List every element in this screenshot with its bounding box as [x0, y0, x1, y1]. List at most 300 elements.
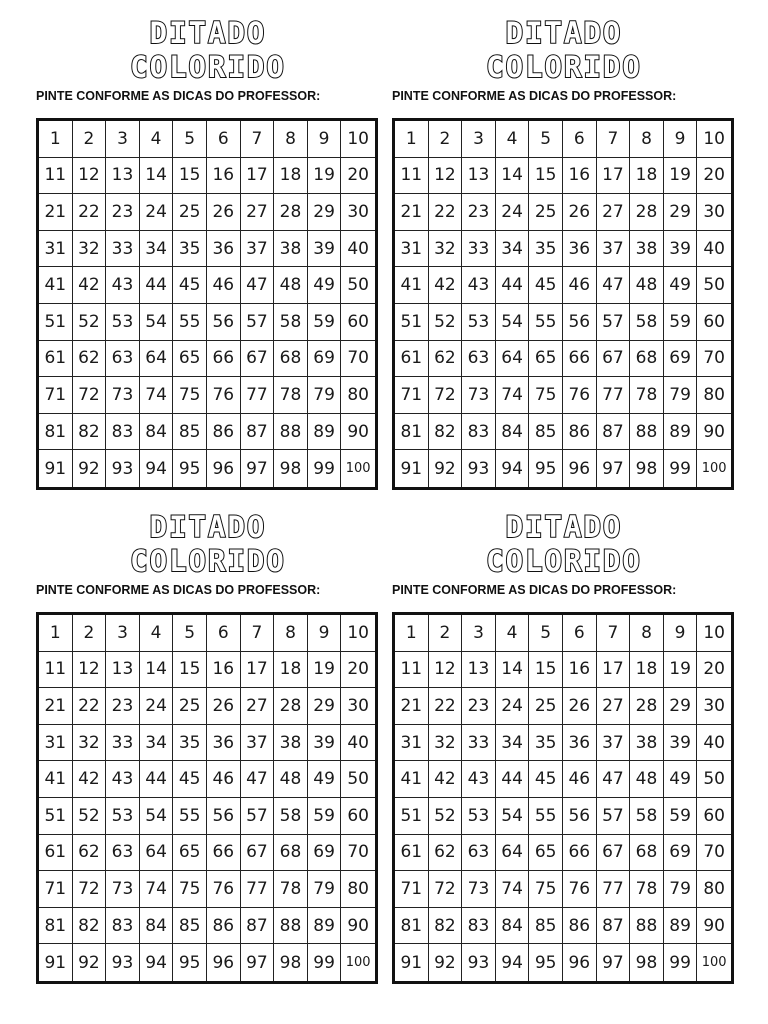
number-cell[interactable]: 27 [241, 194, 275, 231]
number-cell[interactable]: 50 [341, 761, 375, 798]
number-cell[interactable]: 26 [563, 688, 597, 725]
number-cell[interactable]: 91 [39, 450, 73, 487]
number-cell[interactable]: 90 [697, 908, 731, 945]
number-cell[interactable]: 54 [496, 798, 530, 835]
number-cell[interactable]: 60 [341, 798, 375, 835]
number-cell[interactable]: 20 [341, 652, 375, 689]
number-cell[interactable]: 14 [140, 158, 174, 195]
number-cell[interactable]: 100 [701, 461, 727, 477]
number-cell[interactable]: 72 [429, 377, 463, 414]
number-cell[interactable]: 84 [496, 414, 530, 451]
number-cell[interactable]: 3 [106, 615, 140, 652]
number-cell[interactable]: 67 [241, 341, 275, 378]
number-cell[interactable]: 19 [308, 158, 342, 195]
number-cell[interactable]: 43 [462, 761, 496, 798]
number-cell[interactable]: 98 [274, 450, 308, 487]
number-cell[interactable]: 30 [697, 194, 731, 231]
number-cell[interactable]: 48 [274, 267, 308, 304]
number-cell[interactable]: 50 [341, 267, 375, 304]
number-cell[interactable]: 58 [274, 304, 308, 341]
number-cell[interactable]: 60 [341, 304, 375, 341]
number-cell[interactable]: 94 [140, 944, 174, 981]
number-cell[interactable]: 28 [274, 194, 308, 231]
number-cell[interactable]: 75 [529, 871, 563, 908]
number-cell[interactable]: 23 [462, 688, 496, 725]
number-cell[interactable]: 44 [140, 761, 174, 798]
number-cell[interactable]: 42 [429, 761, 463, 798]
number-cell[interactable]: 64 [140, 835, 174, 872]
number-cell[interactable]: 7 [597, 615, 631, 652]
number-cell[interactable]: 49 [308, 761, 342, 798]
number-cell[interactable]: 61 [39, 835, 73, 872]
number-cell[interactable]: 34 [496, 231, 530, 268]
number-cell[interactable]: 65 [529, 341, 563, 378]
number-cell[interactable]: 24 [140, 194, 174, 231]
number-cell[interactable]: 1 [395, 121, 429, 158]
number-cell[interactable]: 34 [140, 725, 174, 762]
number-cell[interactable]: 71 [395, 377, 429, 414]
number-cell[interactable]: 98 [630, 944, 664, 981]
number-cell[interactable]: 92 [73, 944, 107, 981]
number-cell[interactable]: 92 [429, 944, 463, 981]
number-cell[interactable]: 26 [207, 194, 241, 231]
number-cell[interactable]: 23 [106, 194, 140, 231]
number-cell[interactable]: 37 [241, 231, 275, 268]
number-cell[interactable]: 89 [664, 414, 698, 451]
number-cell[interactable]: 14 [496, 158, 530, 195]
number-cell[interactable]: 3 [462, 121, 496, 158]
number-cell[interactable]: 63 [462, 341, 496, 378]
number-cell[interactable]: 11 [39, 158, 73, 195]
number-cell[interactable]: 54 [140, 798, 174, 835]
number-cell[interactable]: 45 [529, 267, 563, 304]
number-cell[interactable]: 55 [173, 798, 207, 835]
number-cell[interactable]: 10 [697, 615, 731, 652]
number-cell[interactable]: 64 [140, 341, 174, 378]
number-cell[interactable]: 62 [429, 341, 463, 378]
number-cell[interactable]: 100 [345, 461, 371, 477]
number-cell[interactable]: 82 [73, 908, 107, 945]
number-cell[interactable]: 86 [563, 908, 597, 945]
number-cell[interactable]: 96 [207, 944, 241, 981]
number-cell[interactable]: 68 [274, 341, 308, 378]
number-cell[interactable]: 35 [529, 231, 563, 268]
number-cell[interactable]: 87 [597, 908, 631, 945]
number-cell[interactable]: 58 [630, 798, 664, 835]
number-cell[interactable]: 99 [308, 944, 342, 981]
number-cell[interactable]: 21 [395, 194, 429, 231]
number-cell[interactable]: 46 [563, 761, 597, 798]
number-cell[interactable]: 84 [496, 908, 530, 945]
number-cell[interactable]: 28 [274, 688, 308, 725]
number-cell[interactable]: 80 [697, 377, 731, 414]
number-cell[interactable]: 25 [173, 688, 207, 725]
number-cell[interactable]: 5 [173, 615, 207, 652]
number-cell[interactable]: 21 [395, 688, 429, 725]
number-cell[interactable]: 22 [73, 194, 107, 231]
number-cell[interactable]: 9 [308, 615, 342, 652]
number-cell[interactable]: 13 [106, 652, 140, 689]
number-cell[interactable]: 51 [39, 798, 73, 835]
number-cell[interactable]: 23 [462, 194, 496, 231]
number-cell[interactable]: 46 [207, 761, 241, 798]
number-cell[interactable]: 75 [529, 377, 563, 414]
number-cell[interactable]: 40 [341, 725, 375, 762]
number-cell[interactable]: 15 [173, 652, 207, 689]
number-cell[interactable]: 73 [462, 871, 496, 908]
number-cell[interactable]: 6 [207, 121, 241, 158]
number-cell[interactable]: 15 [529, 158, 563, 195]
number-cell[interactable]: 89 [664, 908, 698, 945]
number-cell[interactable]: 85 [529, 414, 563, 451]
number-cell[interactable]: 10 [341, 121, 375, 158]
number-cell[interactable]: 50 [697, 267, 731, 304]
number-cell[interactable]: 76 [207, 871, 241, 908]
number-cell[interactable]: 32 [429, 231, 463, 268]
number-cell[interactable]: 89 [308, 414, 342, 451]
number-cell[interactable]: 59 [664, 798, 698, 835]
number-cell[interactable]: 41 [39, 761, 73, 798]
number-cell[interactable]: 39 [308, 725, 342, 762]
number-cell[interactable]: 99 [308, 450, 342, 487]
number-cell[interactable]: 43 [106, 267, 140, 304]
number-cell[interactable]: 93 [106, 944, 140, 981]
number-cell[interactable]: 98 [274, 944, 308, 981]
number-cell[interactable]: 58 [630, 304, 664, 341]
number-cell[interactable]: 61 [39, 341, 73, 378]
number-cell[interactable]: 2 [73, 615, 107, 652]
number-cell[interactable]: 69 [308, 341, 342, 378]
number-cell[interactable]: 81 [395, 908, 429, 945]
number-cell[interactable]: 62 [73, 835, 107, 872]
number-cell[interactable]: 31 [39, 725, 73, 762]
number-cell[interactable]: 28 [630, 688, 664, 725]
number-cell[interactable]: 15 [173, 158, 207, 195]
number-cell[interactable]: 74 [496, 377, 530, 414]
number-cell[interactable]: 84 [140, 414, 174, 451]
number-cell[interactable]: 88 [630, 414, 664, 451]
number-cell[interactable]: 74 [140, 377, 174, 414]
number-cell[interactable]: 18 [630, 158, 664, 195]
number-cell[interactable]: 6 [563, 615, 597, 652]
number-cell[interactable]: 90 [341, 414, 375, 451]
number-cell[interactable]: 37 [597, 725, 631, 762]
number-cell[interactable]: 58 [274, 798, 308, 835]
number-cell[interactable]: 35 [529, 725, 563, 762]
number-cell[interactable]: 57 [597, 798, 631, 835]
number-cell[interactable]: 44 [496, 761, 530, 798]
number-cell[interactable]: 77 [597, 871, 631, 908]
number-cell[interactable]: 27 [241, 688, 275, 725]
number-cell[interactable]: 30 [697, 688, 731, 725]
number-cell[interactable]: 4 [496, 615, 530, 652]
number-cell[interactable]: 67 [597, 341, 631, 378]
number-cell[interactable]: 87 [241, 908, 275, 945]
number-cell[interactable]: 70 [697, 341, 731, 378]
number-cell[interactable]: 85 [173, 908, 207, 945]
number-cell[interactable]: 14 [496, 652, 530, 689]
number-cell[interactable]: 12 [429, 158, 463, 195]
number-cell[interactable]: 2 [429, 121, 463, 158]
number-cell[interactable]: 72 [73, 871, 107, 908]
number-cell[interactable]: 74 [496, 871, 530, 908]
number-cell[interactable]: 57 [241, 798, 275, 835]
number-cell[interactable]: 79 [308, 871, 342, 908]
number-cell[interactable]: 38 [274, 231, 308, 268]
number-cell[interactable]: 52 [73, 304, 107, 341]
number-cell[interactable]: 7 [241, 615, 275, 652]
number-cell[interactable]: 48 [630, 267, 664, 304]
number-cell[interactable]: 28 [630, 194, 664, 231]
number-cell[interactable]: 43 [106, 761, 140, 798]
number-cell[interactable]: 99 [664, 944, 698, 981]
number-cell[interactable]: 65 [529, 835, 563, 872]
number-cell[interactable]: 31 [395, 725, 429, 762]
number-cell[interactable]: 17 [241, 652, 275, 689]
number-cell[interactable]: 96 [563, 944, 597, 981]
number-cell[interactable]: 19 [308, 652, 342, 689]
number-cell[interactable]: 25 [529, 194, 563, 231]
number-cell[interactable]: 7 [597, 121, 631, 158]
number-cell[interactable]: 56 [207, 798, 241, 835]
number-cell[interactable]: 13 [106, 158, 140, 195]
number-cell[interactable]: 18 [274, 652, 308, 689]
number-cell[interactable]: 27 [597, 194, 631, 231]
number-cell[interactable]: 90 [341, 908, 375, 945]
number-cell[interactable]: 3 [462, 615, 496, 652]
number-cell[interactable]: 68 [630, 835, 664, 872]
number-cell[interactable]: 78 [630, 377, 664, 414]
number-cell[interactable]: 26 [207, 688, 241, 725]
number-cell[interactable]: 78 [274, 377, 308, 414]
number-cell[interactable]: 40 [697, 231, 731, 268]
number-cell[interactable]: 17 [597, 652, 631, 689]
number-cell[interactable]: 65 [173, 835, 207, 872]
number-cell[interactable]: 87 [241, 414, 275, 451]
number-cell[interactable]: 13 [462, 158, 496, 195]
number-cell[interactable]: 6 [207, 615, 241, 652]
number-cell[interactable]: 79 [308, 377, 342, 414]
number-cell[interactable]: 86 [207, 908, 241, 945]
number-cell[interactable]: 77 [241, 377, 275, 414]
number-cell[interactable]: 23 [106, 688, 140, 725]
number-cell[interactable]: 33 [106, 231, 140, 268]
number-cell[interactable]: 77 [241, 871, 275, 908]
number-cell[interactable]: 95 [173, 450, 207, 487]
number-cell[interactable]: 92 [429, 450, 463, 487]
number-cell[interactable]: 56 [563, 304, 597, 341]
number-cell[interactable]: 75 [173, 377, 207, 414]
number-cell[interactable]: 29 [308, 194, 342, 231]
number-cell[interactable]: 85 [529, 908, 563, 945]
number-cell[interactable]: 14 [140, 652, 174, 689]
number-cell[interactable]: 91 [395, 944, 429, 981]
number-cell[interactable]: 44 [496, 267, 530, 304]
number-cell[interactable]: 83 [462, 908, 496, 945]
number-cell[interactable]: 33 [106, 725, 140, 762]
number-cell[interactable]: 16 [563, 158, 597, 195]
number-cell[interactable]: 26 [563, 194, 597, 231]
number-cell[interactable]: 83 [106, 908, 140, 945]
number-cell[interactable]: 38 [630, 231, 664, 268]
number-cell[interactable]: 51 [395, 304, 429, 341]
number-cell[interactable]: 88 [274, 908, 308, 945]
number-cell[interactable]: 69 [664, 835, 698, 872]
number-cell[interactable]: 22 [429, 688, 463, 725]
number-cell[interactable]: 92 [73, 450, 107, 487]
number-cell[interactable]: 20 [697, 652, 731, 689]
number-cell[interactable]: 48 [274, 761, 308, 798]
number-cell[interactable]: 61 [395, 835, 429, 872]
number-cell[interactable]: 70 [341, 341, 375, 378]
number-cell[interactable]: 42 [73, 761, 107, 798]
number-cell[interactable]: 76 [563, 377, 597, 414]
number-cell[interactable]: 44 [140, 267, 174, 304]
number-cell[interactable]: 91 [395, 450, 429, 487]
number-cell[interactable]: 21 [39, 194, 73, 231]
number-cell[interactable]: 47 [241, 761, 275, 798]
number-cell[interactable]: 93 [462, 944, 496, 981]
number-cell[interactable]: 87 [597, 414, 631, 451]
number-cell[interactable]: 62 [73, 341, 107, 378]
number-cell[interactable]: 46 [563, 267, 597, 304]
number-cell[interactable]: 18 [630, 652, 664, 689]
number-cell[interactable]: 15 [529, 652, 563, 689]
number-cell[interactable]: 67 [241, 835, 275, 872]
number-cell[interactable]: 3 [106, 121, 140, 158]
number-cell[interactable]: 40 [341, 231, 375, 268]
number-cell[interactable]: 19 [664, 652, 698, 689]
number-cell[interactable]: 63 [462, 835, 496, 872]
number-cell[interactable]: 9 [664, 121, 698, 158]
number-cell[interactable]: 56 [563, 798, 597, 835]
number-cell[interactable]: 25 [529, 688, 563, 725]
number-cell[interactable]: 8 [630, 121, 664, 158]
number-cell[interactable]: 30 [341, 688, 375, 725]
number-cell[interactable]: 78 [274, 871, 308, 908]
number-cell[interactable]: 10 [697, 121, 731, 158]
number-cell[interactable]: 70 [341, 835, 375, 872]
number-cell[interactable]: 42 [73, 267, 107, 304]
number-cell[interactable]: 75 [173, 871, 207, 908]
number-cell[interactable]: 2 [429, 615, 463, 652]
number-cell[interactable]: 18 [274, 158, 308, 195]
number-cell[interactable]: 20 [697, 158, 731, 195]
number-cell[interactable]: 45 [529, 761, 563, 798]
number-cell[interactable]: 100 [345, 955, 371, 971]
number-cell[interactable]: 72 [73, 377, 107, 414]
number-cell[interactable]: 74 [140, 871, 174, 908]
number-cell[interactable]: 80 [341, 871, 375, 908]
number-cell[interactable]: 38 [630, 725, 664, 762]
number-cell[interactable]: 57 [597, 304, 631, 341]
number-cell[interactable]: 29 [664, 194, 698, 231]
number-cell[interactable]: 82 [429, 908, 463, 945]
number-cell[interactable]: 5 [173, 121, 207, 158]
number-cell[interactable]: 67 [597, 835, 631, 872]
number-cell[interactable]: 81 [39, 908, 73, 945]
number-cell[interactable]: 19 [664, 158, 698, 195]
number-cell[interactable]: 79 [664, 377, 698, 414]
number-cell[interactable]: 12 [73, 158, 107, 195]
number-cell[interactable]: 73 [462, 377, 496, 414]
number-cell[interactable]: 86 [207, 414, 241, 451]
number-cell[interactable]: 16 [563, 652, 597, 689]
number-cell[interactable]: 94 [496, 450, 530, 487]
number-cell[interactable]: 2 [73, 121, 107, 158]
number-cell[interactable]: 64 [496, 341, 530, 378]
number-cell[interactable]: 46 [207, 267, 241, 304]
number-cell[interactable]: 63 [106, 835, 140, 872]
number-cell[interactable]: 55 [173, 304, 207, 341]
number-cell[interactable]: 84 [140, 908, 174, 945]
number-cell[interactable]: 11 [395, 158, 429, 195]
number-cell[interactable]: 96 [207, 450, 241, 487]
number-cell[interactable]: 25 [173, 194, 207, 231]
number-cell[interactable]: 70 [697, 835, 731, 872]
number-cell[interactable]: 33 [462, 725, 496, 762]
number-cell[interactable]: 4 [140, 615, 174, 652]
number-cell[interactable]: 16 [207, 158, 241, 195]
number-cell[interactable]: 5 [529, 615, 563, 652]
number-cell[interactable]: 95 [529, 450, 563, 487]
number-cell[interactable]: 81 [39, 414, 73, 451]
number-cell[interactable]: 30 [341, 194, 375, 231]
number-cell[interactable]: 88 [630, 908, 664, 945]
number-cell[interactable]: 83 [106, 414, 140, 451]
number-cell[interactable]: 66 [563, 835, 597, 872]
number-cell[interactable]: 49 [664, 267, 698, 304]
number-cell[interactable]: 11 [395, 652, 429, 689]
number-cell[interactable]: 29 [308, 688, 342, 725]
number-cell[interactable]: 60 [697, 304, 731, 341]
number-cell[interactable]: 8 [630, 615, 664, 652]
number-cell[interactable]: 52 [429, 304, 463, 341]
number-cell[interactable]: 41 [395, 761, 429, 798]
number-cell[interactable]: 4 [496, 121, 530, 158]
number-cell[interactable]: 48 [630, 761, 664, 798]
number-cell[interactable]: 66 [207, 341, 241, 378]
number-cell[interactable]: 32 [429, 725, 463, 762]
number-cell[interactable]: 72 [429, 871, 463, 908]
number-cell[interactable]: 54 [140, 304, 174, 341]
number-cell[interactable]: 37 [241, 725, 275, 762]
number-cell[interactable]: 7 [241, 121, 275, 158]
number-cell[interactable]: 41 [395, 267, 429, 304]
number-cell[interactable]: 34 [496, 725, 530, 762]
number-cell[interactable]: 68 [630, 341, 664, 378]
number-cell[interactable]: 55 [529, 304, 563, 341]
number-cell[interactable]: 97 [241, 944, 275, 981]
number-cell[interactable]: 17 [241, 158, 275, 195]
number-cell[interactable]: 51 [395, 798, 429, 835]
number-cell[interactable]: 93 [106, 450, 140, 487]
number-cell[interactable]: 95 [173, 944, 207, 981]
number-cell[interactable]: 52 [73, 798, 107, 835]
number-cell[interactable]: 1 [39, 121, 73, 158]
number-cell[interactable]: 34 [140, 231, 174, 268]
number-cell[interactable]: 97 [241, 450, 275, 487]
number-cell[interactable]: 52 [429, 798, 463, 835]
number-cell[interactable]: 78 [630, 871, 664, 908]
number-cell[interactable]: 10 [341, 615, 375, 652]
number-cell[interactable]: 5 [529, 121, 563, 158]
number-cell[interactable]: 83 [462, 414, 496, 451]
number-cell[interactable]: 59 [664, 304, 698, 341]
number-cell[interactable]: 39 [664, 725, 698, 762]
number-cell[interactable]: 33 [462, 231, 496, 268]
number-cell[interactable]: 73 [106, 871, 140, 908]
